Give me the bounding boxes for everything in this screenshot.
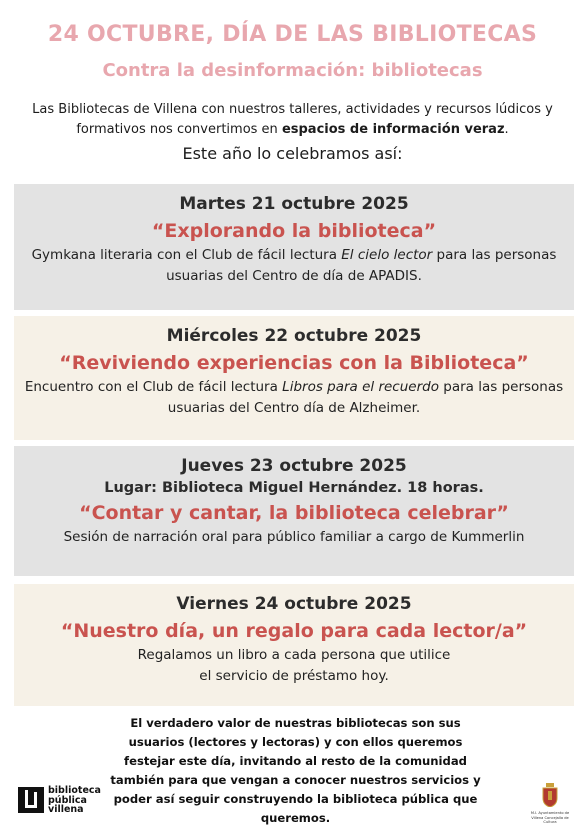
event-club-name: Libros para el recuerdo	[282, 379, 439, 395]
event-description-end: para las personas usuarias del Centro día de Alzheimer.	[167, 379, 564, 416]
event-description	[14, 645, 574, 687]
event-box-friday	[14, 584, 574, 706]
intro-text-bold: espacios de información veraz	[281, 122, 505, 137]
event-description-end: para las personas usuarias del Centro de día de APADIS.	[166, 247, 557, 284]
event-description-line: el servicio de préstamo hoy.	[199, 668, 389, 684]
closing-message: El verdadero valor de nuestras bibliotecas son sus usuarios (lectores y lectoras) y con ellos queremos festejar este día, invitando al resto de la comunidad también para que vengan a conocer nuestros servicios y poder así seguir construyendo la biblioteca pública que queremos.	[110, 716, 481, 825]
event-description	[14, 377, 574, 419]
poster-title: 24 OCTUBRE, DÍA DE LAS BIBLIOTECAS	[47, 22, 538, 47]
event-box-tuesday	[14, 184, 574, 310]
intro-text	[30, 100, 555, 140]
intro-text-start: Las Bibliotecas de Villena con nuestros talleres, actividades y recursos lúdicos y formativos nos convertimos en	[32, 102, 553, 137]
library-logo-line: biblioteca	[48, 785, 101, 796]
event-title: “Explorando la biblioteca”	[151, 220, 437, 242]
event-day: Jueves 23 octubre 2025	[181, 456, 407, 476]
event-title: “Nuestro día, un regalo para cada lector/a”	[60, 620, 528, 642]
event-description-start: Encuentro con el Club de fácil lectura	[24, 379, 283, 395]
intro-text-end: .	[504, 122, 509, 137]
town-hall-caption: M.I. Ayuntamiento de Villena Concejalía de Cultura	[530, 811, 570, 824]
event-day: Martes 21 octubre 2025	[179, 194, 409, 214]
town-hall-logo	[526, 783, 574, 825]
intro-celebration-line: Este año lo celebramos así:	[182, 144, 403, 163]
poster-subtitle: Contra la desinformación: bibliotecas	[102, 60, 483, 81]
library-logo	[18, 786, 101, 815]
library-logo-line: villena	[48, 804, 84, 815]
library-logo-text	[48, 786, 101, 815]
event-day: Viernes 24 octubre 2025	[176, 594, 412, 614]
event-description: Sesión de narración oral para público familiar a cargo de Kummerlin	[63, 529, 525, 545]
library-logo-icon	[18, 787, 44, 813]
event-box-wednesday	[14, 316, 574, 440]
event-description-line: Regalamos un libro a cada persona que utilice	[137, 647, 451, 663]
event-box-thursday	[14, 446, 574, 576]
library-logo-line: pública	[48, 794, 87, 806]
event-club-name: El cielo lector	[341, 247, 433, 263]
event-title: “Contar y cantar, la biblioteca celebrar”	[79, 502, 509, 524]
event-title: “Reviviendo experiencias con la Biblioteca”	[59, 352, 529, 374]
event-description	[14, 245, 574, 287]
coat-of-arms-icon	[541, 783, 559, 807]
event-description-start: Gymkana literaria con el Club de fácil lectura	[31, 247, 342, 263]
event-place: Lugar: Biblioteca Miguel Hernández. 18 horas.	[104, 480, 484, 496]
event-day: Miércoles 22 octubre 2025	[166, 326, 422, 346]
